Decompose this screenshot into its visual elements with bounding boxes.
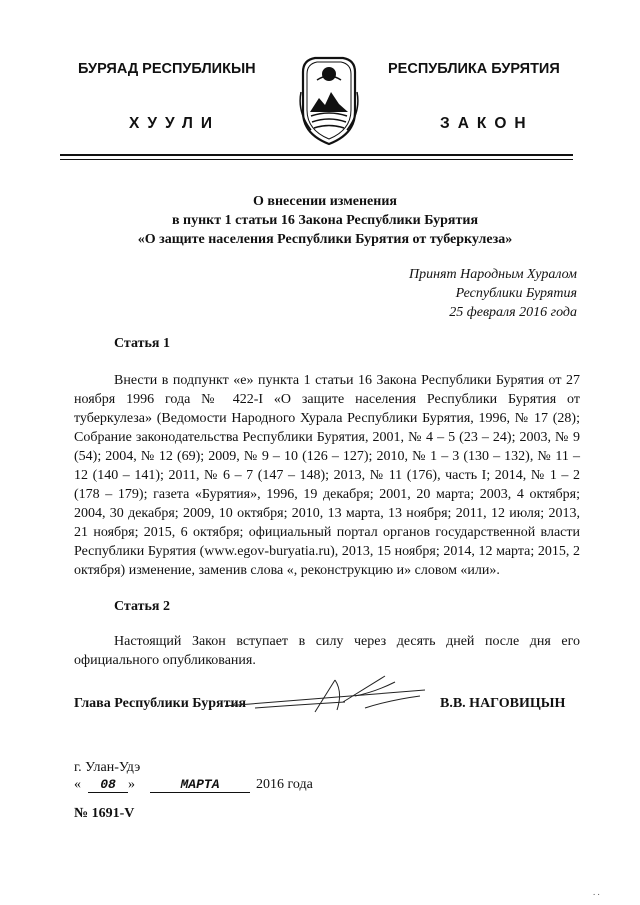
article-2-heading: Статья 2 [114, 599, 170, 614]
date-year: 2016 года [256, 777, 313, 792]
header-left-word: ХУУЛИ [129, 115, 221, 132]
date-day: 08 [88, 777, 128, 793]
city: г. Улан-Удэ [74, 760, 141, 775]
registration-number: № 1691-V [74, 806, 135, 821]
document-title [90, 192, 560, 249]
adoption-line: Республики Бурятия [455, 286, 577, 301]
signatory-name: В.В. НАГОВИЦЫН [440, 696, 566, 711]
signing-date [74, 777, 374, 797]
header-right-title: РЕСПУБЛИКА БУРЯТИЯ [388, 61, 560, 77]
header-rule-thin [60, 159, 573, 160]
title-line: О внесении изменения [253, 194, 397, 209]
header-left-title: БУРЯАД РЕСПУБЛИКЫН [78, 61, 256, 77]
date-quote-close: » [128, 777, 135, 792]
header-rule-thick [60, 154, 573, 156]
date-quote-open: « [74, 777, 81, 792]
header-right-word: ЗАКОН [440, 115, 534, 132]
adoption-note [330, 265, 577, 322]
article-1-text: Внести в подпункт «е» пункта 1 статьи 16 Закона Республики Бурятия от 27 ноября 1996 года № 422-I «О защите населения Республики Бурятия от туберкулеза» (Ведомости Народного Хурала Республики Бурятия, 1996, № 17 (28); Собрание законодательства Республики Бурятия, 2001, № 4 – 5 (23 – 24); 2003, № 9 (54); 2004, № 12 (69); 2009, № 9 – 10 (126 – 127); 2010, № 1 – 3 (130 – 132), № 11 – 12 (140 – 141); 2011, № 6 – 7 (147 – 148); 2013, № 11 (176), часть I; 2014, № 1 – 2 (178 – 179); газета «Бурятия», 1996, 19 декабря; 2001, 20 марта; 2003, 4 октября; 2004, 30 декабря; 2009, 10 октября; 2010, 13 марта, 13 ноября; 2011, 12 июля; 2013, 21 ноября; 2015, 6 октября; официальный портал органов государственной власти Республики Бурятия (www.egov-buryatia.ru), 2013, 15 ноября; 2014, 12 марта; 2015, 2 октября) изменение, заменив слова «, реконструкцию и» словом «или». [74, 373, 580, 578]
handwritten-signature [225, 672, 425, 722]
title-line: «О защите населения Республики Бурятия от туберкулеза» [137, 232, 513, 247]
adoption-line: Принят Народным Хуралом [408, 267, 577, 282]
adoption-line: 25 февраля 2016 года [449, 305, 577, 320]
article-1-heading: Статья 1 [114, 336, 170, 351]
signatory-role: Глава Республики Бурятия [74, 696, 247, 711]
title-line: в пункт 1 статьи 16 Закона Республики Бурятия [171, 213, 479, 228]
date-month: МАРТА [150, 777, 250, 793]
article-2-text: Настоящий Закон вступает в силу через десять дней после дня его официального опубликования. [74, 634, 580, 668]
scan-artifact-dots: . . [593, 887, 600, 897]
coat-of-arms-emblem [297, 52, 361, 147]
